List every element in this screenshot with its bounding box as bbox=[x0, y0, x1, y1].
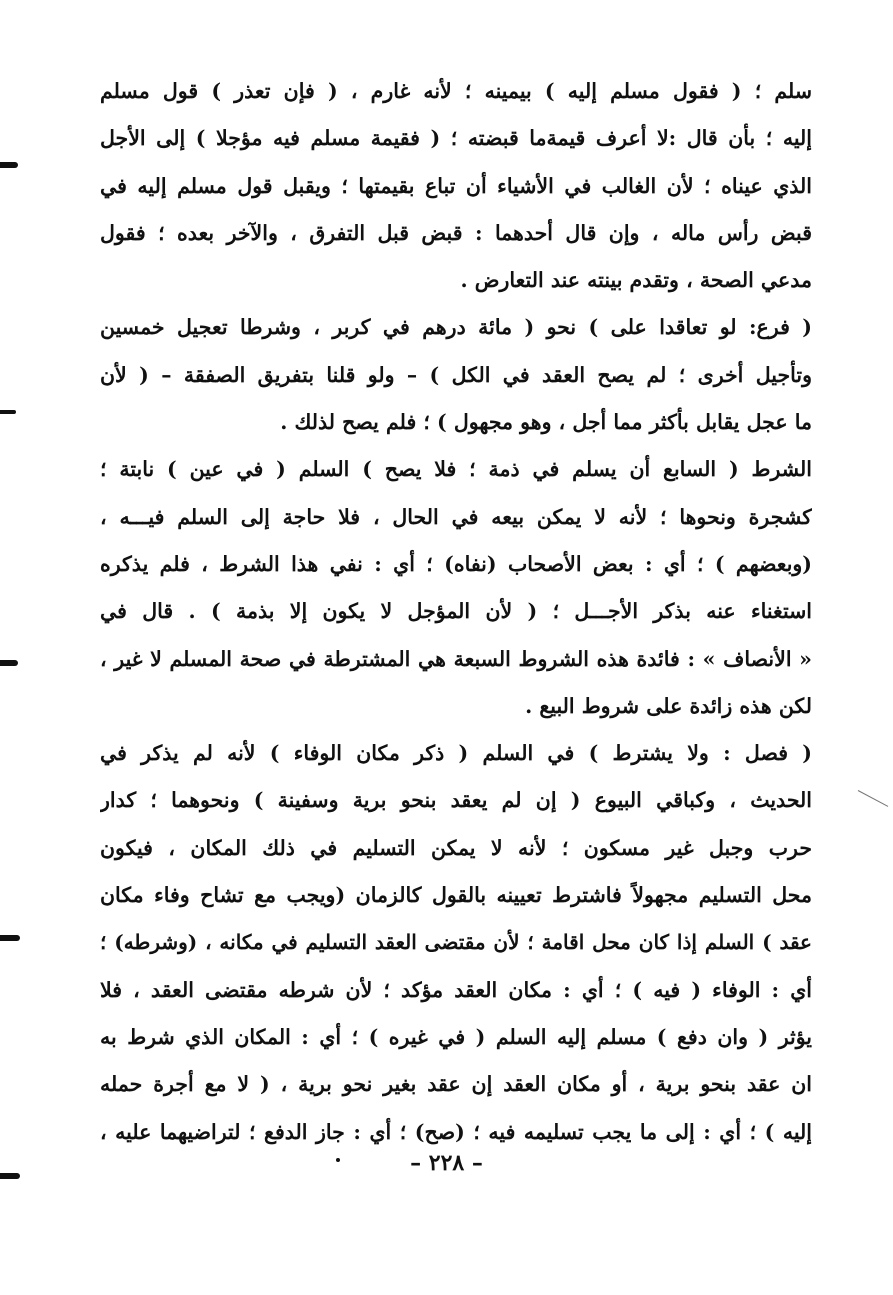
text-line: إليه ؛ بأن قال :لا أعرف قيمةما قبضته ؛ ( فقيمة مسلم فيه مؤجلا ) إلى الأجل bbox=[100, 126, 812, 151]
text-line: « الأنصاف » : فائدة هذه الشروط السبعة هي المشترطة في صحة المسلم لا غير ، bbox=[100, 646, 812, 671]
text-line: ان عقد بنحو برية ، أو مكان العقد إن عقد بغير نحو برية ، ( لا مع أجرة حمله bbox=[100, 1072, 812, 1097]
text-line: قبض رأس ماله ، وإن قال أحدهما : قبض قبل التفرق ، والآخر بعده ؛ فقول bbox=[100, 220, 812, 245]
text-line: مدعي الصحة ، وتقدم بينته عند التعارض . bbox=[460, 268, 812, 293]
text-line: إليه ) ؛ أي : إلى ما يجب تسليمه فيه ؛ (صح) ؛ أي : جاز الدفع ؛ لتراضيهما عليه ، bbox=[100, 1119, 812, 1144]
text-line: سلم ؛ ( فقول مسلم إليه ) بيمينه ؛ لأنه غارم ، ( فإن تعذر ) قول مسلم bbox=[100, 79, 812, 103]
text-line: محل التسليم مجهولاً فاشترط تعيينه بالقول كالزمان (ويجب مع تشاح وفاء مكان bbox=[100, 883, 812, 908]
text-line: أي : الوفاء ( فيه ) ؛ أي : مكان العقد مؤكد ؛ لأن شرطه مقتضى العقد ، فلا bbox=[100, 977, 812, 1002]
scan-edge-mark bbox=[0, 660, 18, 666]
text-line: ( فصل : ولا يشترط ) في السلم ( ذكر مكان الوفاء ) لأنه لم يذكر في bbox=[100, 741, 812, 766]
text-line: الحديث ، وكباقي البيوع ( إن لم يعقد بنحو برية وسفينة ) ونحوهما ؛ كدار bbox=[100, 788, 812, 813]
body-text bbox=[100, 68, 812, 1156]
text-line: ( فرع: لو تعاقدا على ) نحو ( مائة درهم في كربر ، وشرطا تعجيل خمسين bbox=[100, 315, 812, 340]
text-line: استغناء عنه بذكر الأجـــل ؛ ( لأن المؤجل لا يكون إلا بذمة ) . قال في bbox=[100, 599, 812, 624]
text-line: عقد ) السلم إذا كان محل اقامة ؛ لأن مقتضى العقد التسليم في مكانه ، (وشرطه) ؛ bbox=[100, 930, 812, 955]
text-line: وتأجيل أخرى ؛ لم يصح العقد في الكل ) – ولو قلنا بتفريق الصفقة – ( لأن bbox=[100, 362, 812, 387]
text-line: (وبعضهم ) ؛ أي : بعض الأصحاب (نفاه) ؛ أي : نفي هذا الشرط ، فلم يذكره bbox=[100, 551, 812, 576]
page-number: – ٢٢٨ – bbox=[410, 1150, 483, 1176]
scan-edge-mark bbox=[0, 162, 18, 168]
text-line: الذي عيناه ؛ لأن الغالب في الأشياء أن تباع بقيمتها ؛ ويقبل قول مسلم إليه في bbox=[100, 173, 812, 198]
text-line: كشجرة ونحوها ؛ لأنه لا يمكن بيعه في الحال ، فلا حاجة إلى السلم فيـــه ، bbox=[100, 504, 812, 529]
text-line: لكن هذه زائدة على شروط البيع . bbox=[525, 693, 812, 718]
scan-edge-mark bbox=[0, 935, 20, 941]
text-line: الشرط ( السابع أن يسلم في ذمة ؛ فلا يصح ) السلم ( في عين ) نابتة ؛ bbox=[100, 457, 812, 482]
text-line: حرب وجبل غير مسكون ؛ لأنه لا يمكن التسليم في ذلك المكان ، فيكون bbox=[100, 835, 812, 860]
text-line: يؤثر ( وان دفع ) مسلم إليه السلم ( في غيره ) ؛ أي : المكان الذي شرط به bbox=[100, 1024, 812, 1049]
scan-artifact-line bbox=[858, 790, 888, 807]
text-line: ما عجل يقابل بأكثر مما أجل ، وهو مجهول ) ؛ فلم يصح لذلك . bbox=[280, 410, 812, 435]
scan-edge-mark bbox=[0, 410, 16, 414]
